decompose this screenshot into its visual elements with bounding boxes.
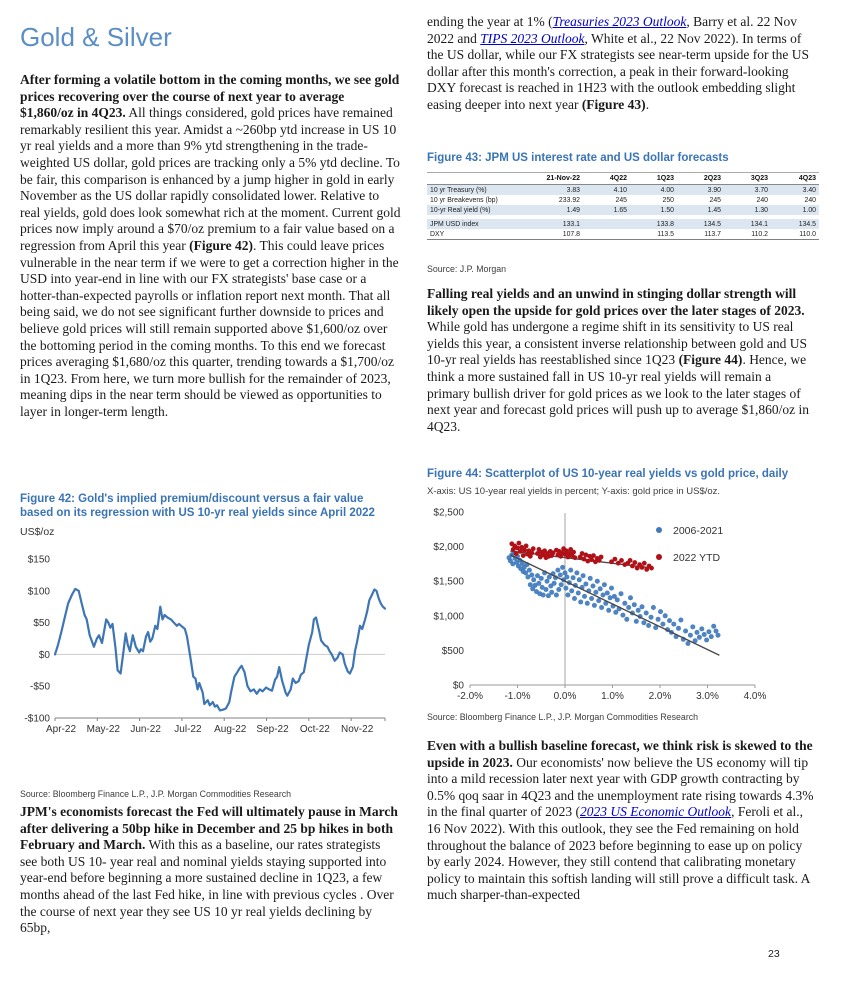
table-header-cell: 2Q23 — [677, 173, 724, 185]
body-text: , Barry et al. 22 Nov 2022 and — [427, 14, 797, 46]
svg-text:$0: $0 — [452, 680, 464, 692]
inline-link[interactable]: 2023 US Economic Outlook — [579, 804, 732, 820]
svg-text:-$100: -$100 — [24, 713, 50, 725]
table-header-cell: 3Q23 — [724, 173, 771, 185]
bold-lead-text: (Figure 43) — [581, 96, 646, 112]
table-cell: 1.65 — [583, 205, 630, 215]
svg-text:May-22: May-22 — [86, 724, 120, 735]
svg-text:0.0%: 0.0% — [553, 691, 577, 702]
figure43-source: Source: J.P. Morgan — [427, 264, 507, 274]
svg-text:$2,500: $2,500 — [433, 507, 464, 519]
table-cell: 3.40 — [771, 185, 819, 196]
table-cell: 113.5 — [630, 229, 677, 240]
table-cell: 240 — [804, 196, 816, 204]
bold-lead-text: After forming a volatile bottom in the coming months, we see gold prices recovering over the course of next year to average $1,860/oz in 4Q23. — [20, 72, 400, 121]
table-row — [427, 195, 819, 205]
table-cell: 245 — [615, 196, 627, 204]
table-row — [427, 229, 819, 240]
figure43-table — [427, 172, 819, 240]
body-text: Our economists' now believe the US economy will tip into a mild recession later next year with GDP growth contracting by 0.5% qoq saar in 4Q23 and the unemployment rate rising towards 4.3% in the final quarter of 2023 ( — [427, 754, 814, 820]
body-text: , White et al., 22 Nov 2022). In terms of the US dollar, while our FX strategists see near-term upside for the US dollar after this month's correction, a peak in their forward-looking DXY forecast is reached in 1H23 with the outlook embedding slight easing deeper into next year — [427, 30, 809, 112]
svg-text:2022 YTD: 2022 YTD — [673, 552, 721, 564]
table-cell: 107.8 — [535, 229, 583, 240]
table-header-cell — [427, 173, 535, 185]
table-header-cell: 4Q23 — [771, 173, 819, 185]
table-row — [427, 219, 819, 229]
inline-link[interactable]: TIPS 2023 Outlook — [480, 30, 585, 46]
svg-text:1.0%: 1.0% — [601, 691, 624, 702]
inline-link[interactable]: Treasuries 2023 Outlook — [552, 14, 687, 29]
table-cell: 134.1 — [724, 219, 771, 229]
table-cell: 245 — [709, 196, 721, 204]
page-title: Gold & Silver — [20, 22, 172, 52]
body-text: , Feroli et al., 16 Nov 2022). With this outlook, they see the Fed remaining on hold throughout the balance of 2023 before beginning to ease up on policy by early 2024. However, they still contend that calibrating monetary policy to maintain this softish landing will still prove a difficult task. A much sharper-than-expected — [427, 804, 810, 903]
row-label: 10 yr Treasury (%) — [427, 185, 535, 196]
table-cell: 1.49 — [535, 205, 583, 215]
right-paragraph-2 — [427, 286, 815, 435]
table-cell: 1.45 — [677, 205, 724, 215]
svg-text:Sep-22: Sep-22 — [256, 724, 289, 735]
body-text: While gold has undergone a regime shift in its sensitivity to US real yields this year, a consistent inverse relationship between gold and US 10-yr real yields has reestablished since 1Q23 — [427, 319, 807, 368]
svg-text:4.0%: 4.0% — [743, 691, 767, 702]
table-cell — [583, 219, 630, 229]
row-label: DXY — [427, 229, 535, 240]
table-cell: 133.1 — [535, 219, 583, 229]
table-cell: 250 — [662, 196, 674, 204]
body-text: . Hence, we think a more sustained fall in US 10-yr real yields will remain a primary bullish driver for gold prices as we look to the later stages of next year and forecast gold prices will push up to average $1,860/oz in 4Q23. — [427, 352, 810, 434]
figure42-line-chart — [16, 541, 398, 746]
table-cell: 233.92 — [558, 196, 580, 204]
row-label: 10-yr Real yield (%) — [427, 205, 535, 215]
table-cell: 1.30 — [724, 205, 771, 215]
table-cell: 110.2 — [724, 229, 771, 240]
svg-text:$1,500: $1,500 — [433, 576, 464, 588]
svg-text:$0: $0 — [38, 649, 50, 661]
table-row — [427, 205, 819, 215]
svg-text:$1,000: $1,000 — [433, 611, 464, 623]
bold-lead-text: Falling real yields and an unwind in stinging dollar strength will likely open the upside for gold prices over the later stages of 2023. — [427, 286, 805, 318]
svg-text:-1.0%: -1.0% — [504, 691, 531, 702]
table-row — [427, 185, 819, 196]
table-cell: 3.70 — [724, 185, 771, 196]
figure42-source: Source: Bloomberg Finance L.P., J.P. Morgan Commodities Research — [20, 789, 292, 799]
svg-text:Aug-22: Aug-22 — [214, 724, 247, 735]
table-header-cell: 1Q23 — [630, 173, 677, 185]
svg-text:$100: $100 — [27, 586, 50, 598]
table-cell: 4.10 — [583, 185, 630, 196]
table-cell: 134.5 — [677, 219, 724, 229]
body-text: . This could leave prices vulnerable in the near term if we were to get a correction higher in the USD into year-end in line with our FX strategists' base case or a hotter-than-expected payrolls or inflation report next month. That all being said, we do not see significant further downside to prices and believe gold prices will still remain supported above $1,600/oz over the bottoming period in the coming months. To this end we forecast prices averaging $1,680/oz this quarter, trending towards a $1,700/oz in 1Q23. From here, we turn more bullish for the remainder of 2023, meaning dips in the near term should be viewed as opportunities to layer in longer-term length. — [20, 237, 399, 419]
table-cell: 134.5 — [771, 219, 819, 229]
table-cell: 3.90 — [677, 185, 724, 196]
table-header-cell: 4Q22 — [583, 173, 630, 185]
table-header-cell: 21-Nov-22 — [535, 173, 583, 185]
table-cell: 1.50 — [630, 205, 677, 215]
table-cell: 4.00 — [630, 185, 677, 196]
bold-lead-text: JPM's economists forecast the Fed will ultimately pause in March after delivering a 50bp hike in December and 25 bp hikes in both February and March. — [20, 804, 398, 853]
svg-text:Jul-22: Jul-22 — [174, 724, 202, 735]
page-number: 23 — [768, 948, 780, 960]
figure42-unit-label: US$/oz — [20, 526, 55, 538]
row-label: JPM USD index — [427, 219, 535, 229]
figure44-scatter-chart — [423, 500, 823, 708]
svg-text:-2.0%: -2.0% — [456, 691, 484, 702]
body-text: With this as a baseline, our rates strategists see both US 10- year real and nominal yields staying supported into year-end before beginning a more sustained decline in 1Q23, a few months ahead of the last Fed hike, in line with previous cycles . Over the course of next year they see US 10 yr real yields declining by 65bp, — [20, 837, 394, 936]
table-cell: 133.8 — [630, 219, 677, 229]
svg-text:-$50: -$50 — [29, 681, 50, 693]
svg-text:$50: $50 — [33, 618, 50, 630]
right-paragraph-3 — [427, 738, 815, 904]
figure43-caption: Figure 43: JPM US interest rate and US dollar forecasts — [427, 152, 729, 164]
figure44-subcaption: X-axis: US 10-year real yields in percent; Y-axis: gold price in US$/oz. — [427, 486, 721, 497]
figure44-caption: Figure 44: Scatterplot of US 10-year real yields vs gold price, daily — [427, 468, 789, 480]
svg-text:$150: $150 — [27, 554, 50, 566]
svg-text:Nov-22: Nov-22 — [341, 724, 374, 735]
body-text: . — [645, 96, 650, 112]
row-label: 10 yr Breakevens (bp) — [430, 196, 498, 204]
svg-text:2.0%: 2.0% — [648, 691, 672, 702]
svg-text:$500: $500 — [441, 645, 464, 657]
table-cell: 113.7 — [677, 229, 724, 240]
figure42-caption: Figure 42: Gold's implied premium/discount versus a fair value based on its regression with US 10-yr real yields since April 2022 — [20, 493, 375, 520]
bold-lead-text: Even with a bullish baseline forecast, we think risk is skewed to the upside in 2023. — [427, 738, 813, 770]
bold-lead-text: (Figure 44) — [678, 352, 743, 368]
figure44-source: Source: Bloomberg Finance L.P., J.P. Morgan Commodities Research — [427, 712, 699, 722]
table-cell: 240 — [756, 196, 768, 204]
table-cell: 3.83 — [535, 185, 583, 196]
body-text: ending the year at 1% ( — [427, 14, 553, 29]
svg-text:Oct-22: Oct-22 — [299, 724, 330, 735]
body-text: All things considered, gold prices have remained remarkably resilient this year. Amidst a ~260bp ytd increase in US 10 yr real yields and a more than 9% ytd strengthening in the trade-weighted US dollar, gold prices are tracking only a 5% ytd decline. To be fair, this comparison is enhanced by a jump higher in gold in early November as the US dollar rapidly consolidated lower. Relative to real yields, gold does look somewhat rich at the moment. Current gold prices now imply around a $70/oz premium to a fair value based on a regression from April this year — [20, 105, 401, 253]
left-paragraph-1 — [20, 72, 401, 420]
bold-lead-text: (Figure 42) — [189, 237, 253, 253]
table-cell — [583, 229, 630, 240]
table-cell: 1.00 — [771, 205, 819, 215]
svg-text:2006-2021: 2006-2021 — [673, 525, 724, 537]
table-cell: 110.0 — [771, 229, 819, 240]
svg-text:3.0%: 3.0% — [696, 691, 719, 702]
svg-text:$2,000: $2,000 — [433, 542, 464, 554]
left-paragraph-2 — [20, 804, 401, 937]
svg-text:Apr-22: Apr-22 — [45, 724, 77, 735]
svg-text:Jun-22: Jun-22 — [130, 724, 161, 735]
right-paragraph-1 — [427, 14, 815, 114]
